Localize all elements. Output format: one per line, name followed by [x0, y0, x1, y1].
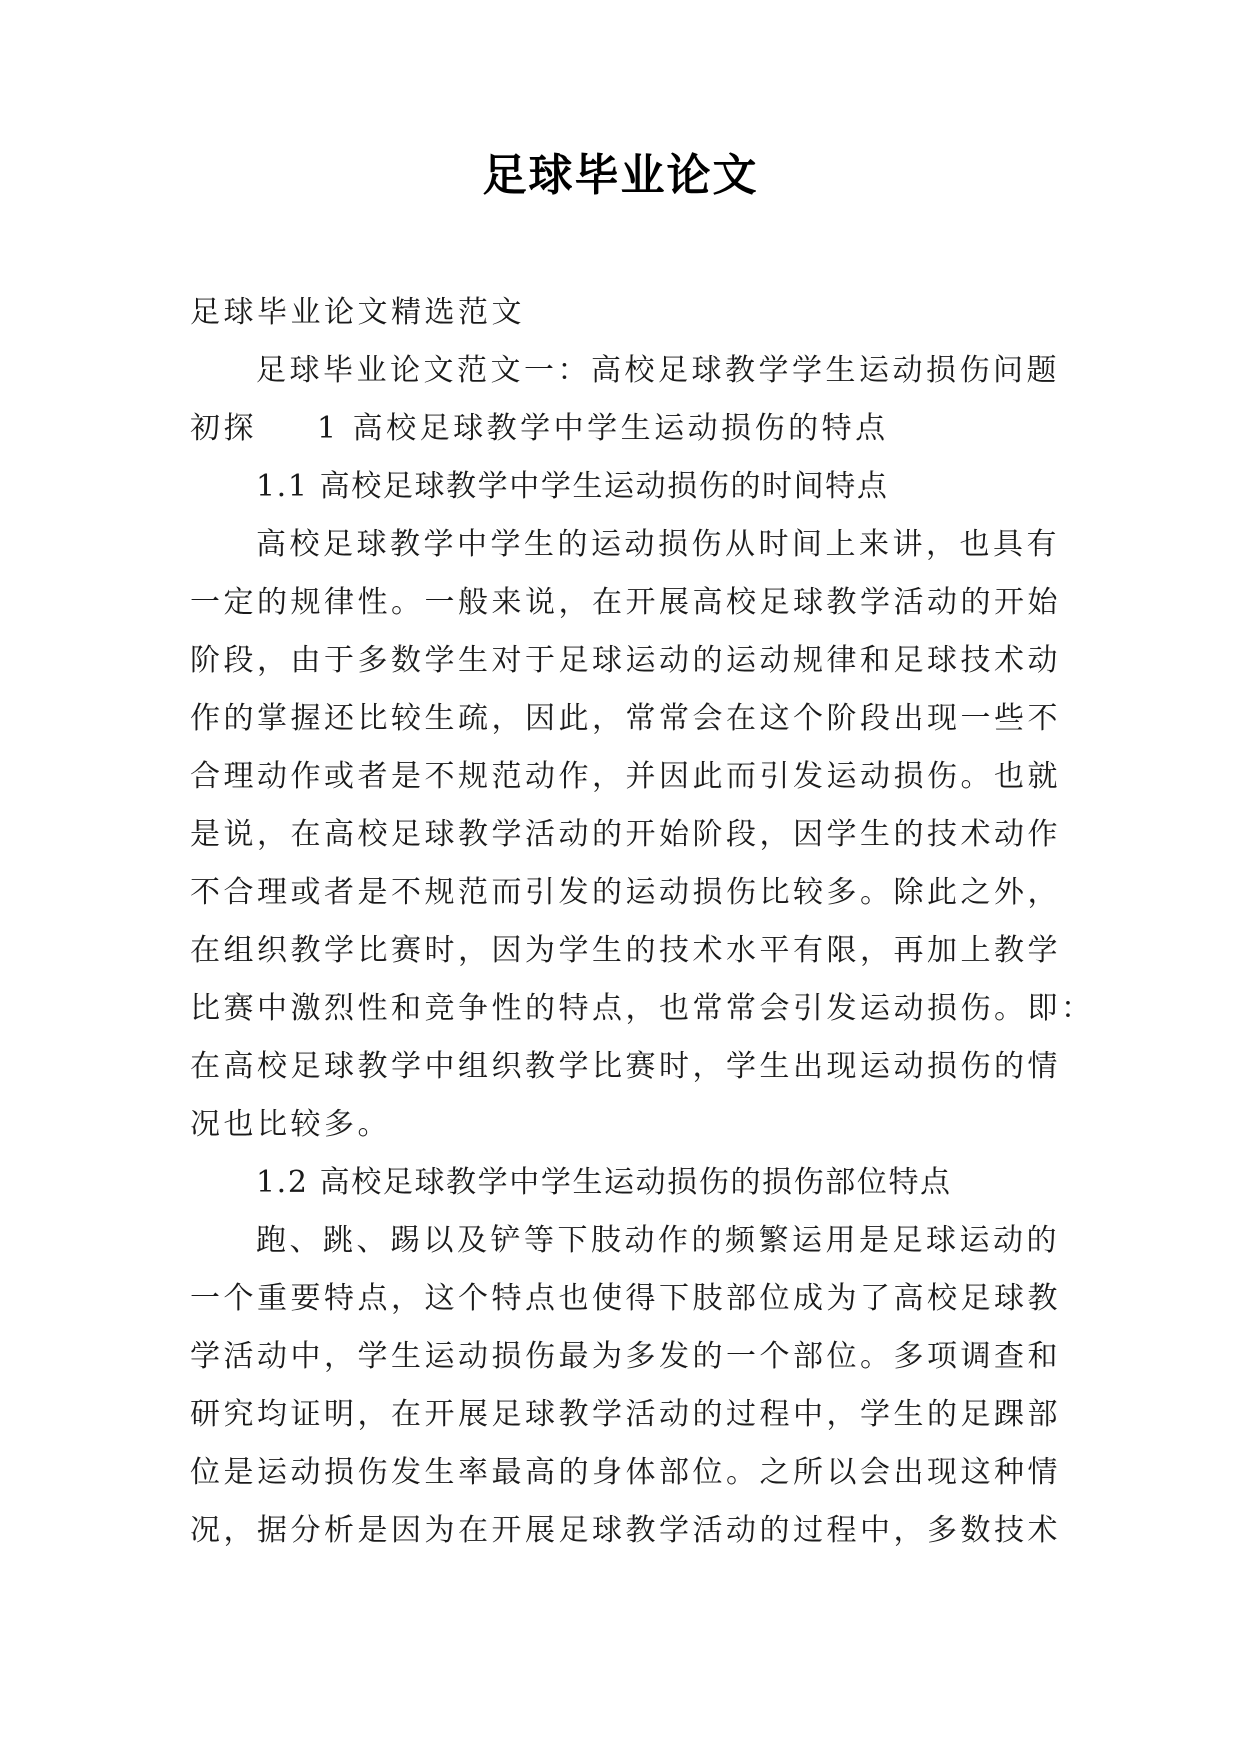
paragraph-1-line: 不合理或者是不规范而引发的运动损伤比较多。除此之外，	[190, 875, 1061, 910]
section-heading-line-2	[190, 400, 1060, 458]
subsection-1-2-heading: 1.2 高校足球教学中学生运动损伤的损伤部位特点	[256, 1165, 952, 1200]
paragraph-2-line: 学活动中，学生运动损伤最为多发的一个部位。多项调查和	[190, 1339, 1061, 1374]
paragraph-2-line: 研究均证明，在开展足球教学活动的过程中，学生的足踝部	[190, 1397, 1061, 1432]
paragraph-1-line: 一定的规律性。一般来说，在开展高校足球教学活动的开始	[190, 585, 1061, 620]
paragraph-1-line: 在组织教学比赛时，因为学生的技术水平有限，再加上教学	[190, 933, 1061, 968]
paragraph-1-line: 高校足球教学中学生的运动损伤从时间上来讲，也具有	[256, 527, 1060, 562]
paragraph-2-line: 况，据分析是因为在开展足球教学活动的过程中，多数技术	[190, 1513, 1061, 1548]
section-1-heading: 1 高校足球教学中学生运动损伤的特点	[317, 411, 889, 446]
paragraph-1-line: 比赛中激烈性和竞争性的特点，也常常会引发运动损伤。即：	[190, 991, 1095, 1026]
subsection-1-1-heading: 1.1 高校足球教学中学生运动损伤的时间特点	[256, 469, 889, 504]
document-title: 足球毕业论文	[482, 150, 759, 201]
paragraph-1-line: 作的掌握还比较生疏，因此，常常会在这个阶段出现一些不	[190, 701, 1061, 736]
document-subtitle: 足球毕业论文精选范文	[190, 295, 525, 330]
section-heading-tail: 初探	[190, 411, 257, 446]
paragraph-1-line: 阶段，由于多数学生对于足球运动的运动规律和足球技术动	[190, 643, 1061, 678]
section-heading-line-1: 足球毕业论文范文一：高校足球教学学生运动损伤问题	[256, 353, 1060, 388]
paragraph-1-line: 况也比较多。	[190, 1107, 391, 1142]
paragraph-1-line: 是说，在高校足球教学活动的开始阶段，因学生的技术动作	[190, 817, 1061, 852]
paragraph-2-line: 位是运动损伤发生率最高的身体部位。之所以会出现这种情	[190, 1455, 1061, 1490]
paragraph-1-line: 在高校足球教学中组织教学比赛时，学生出现运动损伤的情	[190, 1049, 1061, 1084]
paragraph-2-line: 一个重要特点，这个特点也使得下肢部位成为了高校足球教	[190, 1281, 1061, 1316]
document-body	[190, 284, 1095, 1560]
paragraph-2-line: 跑、跳、踢以及铲等下肢动作的频繁运用是足球运动的	[256, 1223, 1060, 1258]
paragraph-1-line: 合理动作或者是不规范动作，并因此而引发运动损伤。也就	[190, 759, 1061, 794]
